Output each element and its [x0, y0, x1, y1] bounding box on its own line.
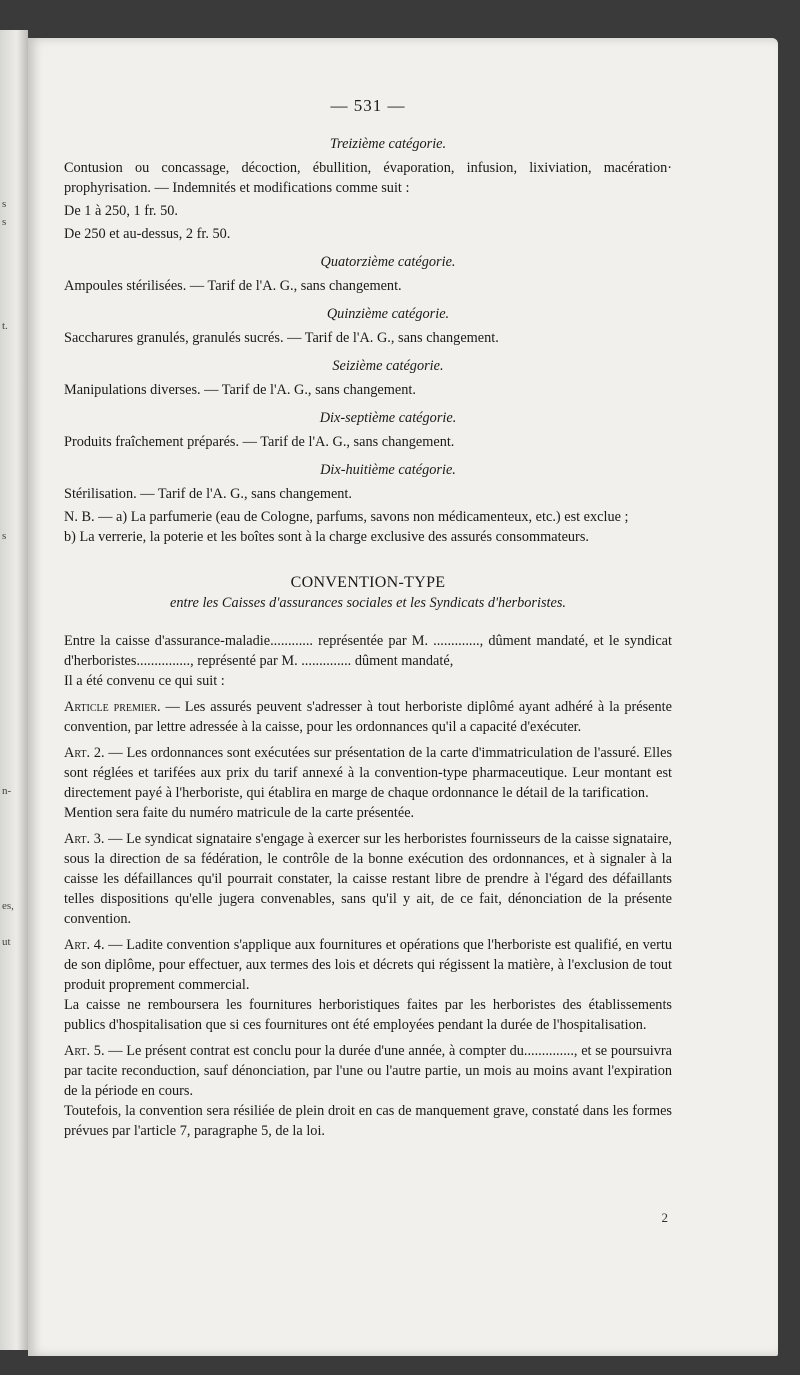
margin-mark: ut — [2, 936, 11, 948]
article-4 — [64, 935, 672, 995]
article-label: Art. 3. — [64, 831, 105, 847]
article-text: — Les ordonnances sont exécutées sur présentation de la carte d'immatriculation de l'assuré. Elles sont réglées et tarifées aux prix du tarif annexé à la convention-type pharmaceutique. Leur montant est directement payé à l'herboriste, qui établira en marge de chaque ordonnance le détail de la tarification. — [64, 745, 673, 801]
margin-mark: t. — [2, 320, 8, 332]
category-title: Treizième catégorie. — [329, 136, 447, 152]
article-1 — [64, 697, 672, 737]
article-text: — Le syndicat signataire s'engage à exercer sur les herboristes fournisseurs de la caisse signataire, sous la direction de sa fédération, le contrôle de la bonne exécution des ordonnances, et à signaler à la caisse les défaillances qu'il pourrait constater, la caisse restant libre de prendre à l'égard des défaillants telles dispositions qu'elle jugera convenables, sans qu'il y ait, de ce fait, dénonciation de la présente convention. — [64, 831, 672, 927]
convention-title: CONVENTION-TYPE — [290, 574, 446, 591]
nota-bene-a: N. B. — a) La parfumerie (eau de Cologne, parfums, savons non médicamenteux, etc.) est exclue ; — [64, 509, 629, 525]
adjacent-page-edge — [0, 30, 28, 1350]
page-number: — 531 — — [330, 96, 406, 115]
margin-mark: s — [2, 198, 7, 210]
margin-mark: es, — [2, 900, 14, 912]
margin-mark: s — [2, 216, 7, 228]
article-5 — [64, 1041, 672, 1101]
category-text: Stérilisation. — Tarif de l'A. G., sans changement. — [64, 486, 352, 502]
article-2 — [64, 743, 672, 803]
category-text: De 1 à 250, 1 fr. 50. — [64, 203, 178, 219]
category-text: Produits fraîchement préparés. — Tarif de l'A. G., sans changement. — [64, 434, 455, 450]
category-text: Manipulations diverses. — Tarif de l'A. G., sans changement. — [64, 382, 416, 398]
convention-intro-agreed: Il a été convenu ce qui suit : — [64, 673, 225, 689]
article-text: — Ladite convention s'applique aux fournitures et opérations que l'herboriste est qualifié, en vertu de son diplôme, pour effectuer, aux termes des lois et décrets qui régissent la matière, à l'exclusion de tout produit proprement commercial. — [64, 937, 673, 993]
article-label: Art. 2. — [64, 745, 105, 761]
category-text: Saccharures granulés, granulés sucrés. — Tarif de l'A. G., sans changement. — [64, 330, 499, 346]
article-text: — Le présent contrat est conclu pour la durée d'une année, à compter du.............., et se poursuivra par tacite reconduction, sauf dénonciation, par l'une ou l'autre partie, un mois au moins avant l'expiration de la période en cours. — [64, 1043, 673, 1099]
article-3 — [64, 829, 672, 929]
article-2-note: Mention sera faite du numéro matricule de la carte présentée. — [64, 805, 415, 821]
margin-mark: n- — [2, 785, 12, 797]
article-label: Art. 5. — [64, 1043, 105, 1059]
signature-mark: 2 — [661, 1210, 668, 1225]
category-text: Contusion ou concassage, décoction, ébullition, évaporation, infusion, lixiviation, macération· prophyrisation. — Indemnités et modifications comme suit : — [64, 160, 672, 196]
convention-intro: Entre la caisse d'assurance-maladie............ représentée par M. ............., dûment mandaté, et le syndicat d'herboristes..............., représenté par M. .............. dûment mandaté, — [64, 633, 672, 669]
page-content — [64, 96, 672, 1141]
category-title: Quinzième catégorie. — [326, 306, 450, 322]
article-5-note: Toutefois, la convention sera résiliée de plein droit en cas de manquement grave, constaté dans les formes prévues par l'article 7, paragraphe 5, de la loi. — [64, 1103, 672, 1139]
article-4-note: La caisse ne remboursera les fournitures herboristiques faites par les herboristes des établissements publics d'hospitalisation que si ces fournitures ont été employées pendant la durée de l'hospitalisation. — [64, 997, 672, 1033]
article-label: Art. 4. — [64, 937, 105, 953]
category-title: Quatorzième catégorie. — [320, 254, 456, 270]
nota-bene-b: b) La verrerie, la poterie et les boîtes sont à la charge exclusive des assurés consommateurs. — [64, 529, 589, 545]
category-text: Ampoules stérilisées. — Tarif de l'A. G., sans changement. — [64, 278, 402, 294]
convention-subtitle: entre les Caisses d'assurances sociales et les Syndicats d'herboristes. — [170, 595, 566, 611]
category-text: De 250 et au-dessus, 2 fr. 50. — [64, 226, 231, 242]
category-title: Seizième catégorie. — [332, 358, 444, 374]
document-page — [28, 38, 778, 1356]
article-label: Article premier. — [64, 699, 161, 715]
category-title: Dix-huitième catégorie. — [320, 462, 456, 478]
article-text: — Les assurés peuvent s'adresser à tout herboriste diplômé ayant adhéré à la présente convention, par lettre adressée à la caisse, pour les ordonnances qu'il a capacité d'exécuter. — [64, 699, 672, 735]
category-title: Dix-septième catégorie. — [319, 410, 457, 426]
margin-mark: s — [2, 530, 7, 542]
